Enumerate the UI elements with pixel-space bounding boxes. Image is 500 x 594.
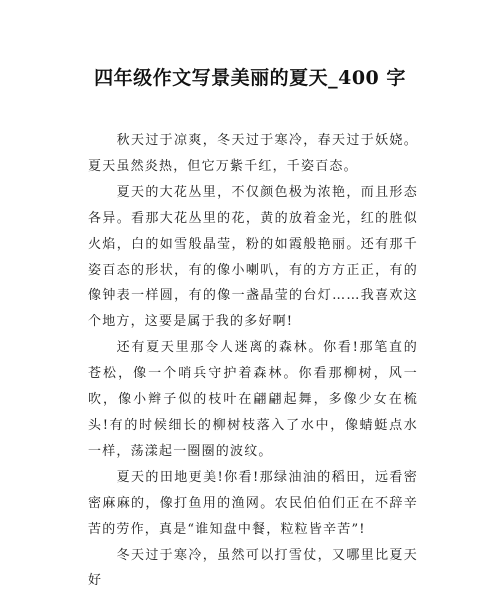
paragraph-3: 还有夏天里那令人迷离的森林。你看!那笔直的苍松，像一个哨兵守护着森林。你看那柳树，风一吹，像小辫子似的枝叶在翩翩起舞，多像少女在梳头!有的时候细长的柳树枝落入了水中，像蜻蜓点水一样，荡漾起一圈圈的波纹。 <box>88 335 418 465</box>
paragraph-1: 秋天过于凉爽，冬天过于寒冷，春天过于妖娆。夏天虽然炎热，但它万紫千红，千姿百态。 <box>88 128 418 180</box>
document-body <box>88 128 418 594</box>
paragraph-4: 夏天的田地更美!你看!那绿油油的稻田，远看密密麻麻的，像打鱼用的渔网。农民伯伯们正在不辞辛苦的劳作，真是“谁知盘中餐，粒粒皆辛苦”! <box>88 465 418 543</box>
paragraph-5: 冬天过于寒冷，虽然可以打雪仗，又哪里比夏天好 <box>88 543 418 594</box>
paragraph-2: 夏天的大花丛里，不仅颜色极为浓艳，而且形态各异。看那大花丛里的花，黄的放着金光，红的胜似火焰，白的如雪般晶莹，粉的如霞般艳丽。还有那千姿百态的形状，有的像小喇叭，有的方方正正，有的像钟表一样圆，有的像一盏晶莹的台灯……我喜欢这个地方，这要是属于我的多好啊! <box>88 180 418 335</box>
document-title: 四年级作文写景美丽的夏天_400 字 <box>0 64 500 92</box>
